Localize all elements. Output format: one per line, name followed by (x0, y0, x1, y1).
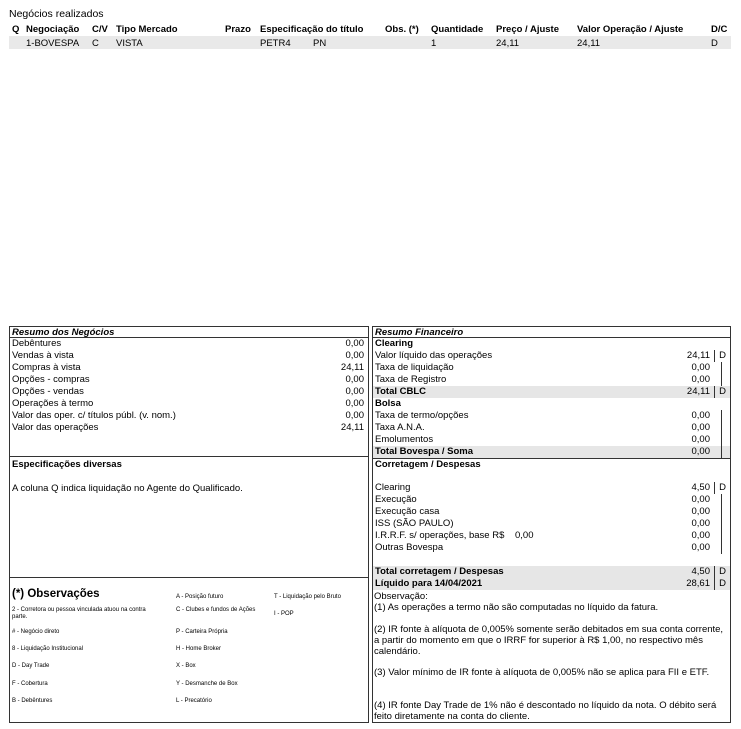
col-header-negociacao: Negociação (26, 24, 80, 35)
resumo-negocios-label: Opções - vendas (12, 386, 84, 397)
clearing-list (373, 350, 730, 386)
corretagem-label: Clearing (375, 482, 411, 493)
legend-item: C - Clubes e fundos de Ações (176, 607, 256, 613)
liquido-value: 28,61 (686, 578, 710, 589)
total-cblc-label: Total CBLC (375, 386, 427, 397)
resumo-negocios-row (10, 398, 368, 410)
total-bovespa-row (373, 446, 730, 458)
legend-item: L - Precatório (176, 698, 212, 704)
clearing-row (373, 350, 730, 362)
corretagem-value: 0,00 (691, 506, 710, 517)
resumo-negocios-row (10, 410, 368, 422)
corretagem-label: I.R.R.F. s/ operações, base R$ (375, 530, 505, 541)
observacao-4: (4) IR fonte Day Trade de 1% não é descontado no líquido da nota. O débito será feito diretamente na conta do cliente. (374, 700, 717, 722)
liquido-label: Líquido para 14/04/2021 (375, 578, 483, 589)
legend-item: 8 - Liquidação Institucional (12, 646, 84, 652)
legend-item: T - Liquidação pelo Bruto (274, 594, 341, 600)
especificacoes-panel (9, 456, 369, 578)
resumo-negocios-value: 0,00 (345, 350, 364, 361)
clearing-value: 24,11 (686, 350, 710, 361)
col-header-quantidade: Quantidade (431, 24, 484, 35)
bolsa-dc (721, 434, 726, 446)
resumo-negocios-value: 0,00 (345, 338, 364, 349)
clearing-label: Taxa de liquidação (375, 362, 454, 373)
legend-item: F - Cobertura (12, 681, 48, 687)
legend-item: 2 - Corretora ou pessoa vinculada atuou na contra parte. (12, 607, 146, 620)
total-cblc-row (373, 386, 730, 398)
resumo-financeiro-panel (372, 326, 731, 723)
resumo-negocios-list (10, 338, 368, 434)
col-header-obs: Obs. (*) (385, 24, 419, 35)
corretagem-label: Execução (375, 494, 417, 505)
row-valor: 24,11 (577, 38, 601, 49)
legend-item: A - Posição futuro (176, 594, 224, 600)
corretagem-row (373, 542, 730, 554)
resumo-negocios-panel (9, 326, 369, 457)
bolsa-dc (721, 422, 726, 434)
resumo-negocios-value: 24,11 (340, 362, 364, 373)
col-header-cv: C/V (92, 24, 108, 35)
bolsa-row (373, 434, 730, 446)
corretagem-dc: D (714, 482, 726, 494)
resumo-negocios-label: Operações à termo (12, 398, 94, 409)
resumo-negocios-row (10, 338, 368, 350)
total-corretagem-dc: D (714, 566, 726, 578)
corretagem-dc (721, 542, 726, 554)
resumo-negocios-value: 24,11 (340, 422, 364, 433)
resumo-negocios-row (10, 386, 368, 398)
col-header-tipo-mercado: Tipo Mercado (116, 24, 178, 35)
clearing-value: 0,00 (691, 362, 710, 373)
corretagem-row (373, 518, 730, 530)
bolsa-value: 0,00 (691, 434, 710, 445)
bolsa-value: 0,00 (691, 410, 710, 421)
resumo-negocios-row (10, 374, 368, 386)
row-titulo: PETR4 (260, 38, 291, 49)
row-classe: PN (313, 38, 327, 49)
observacoes-legend-title: (*) Observações (12, 588, 100, 600)
row-dc: D (711, 38, 718, 49)
total-cblc-dc: D (714, 386, 726, 398)
total-bovespa-dc (721, 446, 726, 458)
row-tipo-mercado: VISTA (116, 38, 143, 49)
clearing-value: 0,00 (691, 374, 710, 385)
clearing-dc: D (714, 350, 726, 362)
bolsa-title: Bolsa (375, 398, 401, 409)
bolsa-label: Taxa de termo/opções (375, 410, 469, 421)
row-cv: C (92, 38, 99, 49)
total-corretagem-row (373, 566, 730, 578)
resumo-negocios-label: Opções - compras (12, 374, 90, 385)
clearing-label: Taxa de Registro (375, 374, 447, 385)
bolsa-value: 0,00 (691, 422, 710, 433)
legend-item: I - POP (274, 611, 294, 617)
observacao-label: Observação: (374, 591, 428, 602)
corretagem-dc (721, 506, 726, 518)
corretagem-base: 0,00 (515, 530, 534, 541)
resumo-negocios-row (10, 350, 368, 362)
col-header-valor: Valor Operação / Ajuste (577, 24, 684, 35)
observacao-3: (3) Valor mínimo de IR fonte à alíquota de 0,005% não se aplica para FII e ETF. (374, 667, 710, 678)
corretagem-dc (721, 530, 726, 542)
resumo-negocios-row (10, 362, 368, 374)
corretagem-value: 0,00 (691, 542, 710, 553)
col-header-dc: D/C (711, 24, 728, 35)
corretagem-value: 0,00 (691, 530, 710, 541)
corretagem-title: Corretagem / Despesas (375, 459, 481, 470)
bolsa-list (373, 410, 730, 446)
clearing-dc (721, 374, 726, 386)
resumo-negocios-label: Valor das oper. c/ títulos públ. (v. nom.) (12, 410, 176, 421)
bolsa-row (373, 422, 730, 434)
clearing-row (373, 374, 730, 386)
liquido-row (373, 578, 730, 590)
resumo-negocios-value: 0,00 (345, 398, 364, 409)
col-header-prazo: Prazo (225, 24, 251, 35)
legend-item: X - Box (176, 663, 196, 669)
clearing-row (373, 362, 730, 374)
total-cblc-value: 24,11 (686, 386, 710, 397)
legend-item: Y - Desmanche de Box (176, 681, 238, 687)
resumo-negocios-label: Debêntures (12, 338, 62, 349)
liquido-dc: D (714, 578, 726, 590)
legend-item: # - Negócio direto (12, 629, 60, 635)
legend-item: P - Carteira Própria (176, 629, 228, 635)
resumo-negocios-title: Resumo dos Negócios (10, 327, 368, 338)
corretagem-label: ISS (SÃO PAULO) (375, 518, 454, 529)
clearing-label: Valor líquido das operações (375, 350, 493, 361)
section-title: Negócios realizados (9, 8, 104, 20)
clearing-title: Clearing (375, 338, 414, 349)
legend-item: B - Debêntures (12, 698, 53, 704)
col-header-preco: Preço / Ajuste (496, 24, 560, 35)
resumo-negocios-label: Valor das operações (12, 422, 99, 433)
corretagem-value: 0,00 (691, 494, 710, 505)
observacao-2: (2) IR fonte à alíquota de 0,005% somente serão debitados em sua conta corrente, a partir do momento em que o IRRF for superior à R$ 1,00, no respectivo mês calendário. (374, 624, 724, 657)
resumo-negocios-row (10, 422, 368, 434)
corretagem-value: 0,00 (691, 518, 710, 529)
corretagem-value: 4,50 (691, 482, 710, 493)
resumo-negocios-value: 0,00 (345, 410, 364, 421)
observacao-1: (1) As operações a termo não são computadas no líquido da fatura. (374, 602, 659, 613)
resumo-negocios-label: Compras à vista (12, 362, 81, 373)
corretagem-list (373, 482, 730, 554)
row-preco: 24,11 (496, 38, 520, 49)
resumo-negocios-label: Vendas à vista (12, 350, 74, 361)
col-header-q: Q (12, 24, 20, 35)
total-bovespa-label: Total Bovespa / Soma (375, 446, 474, 457)
bolsa-label: Taxa A.N.A. (375, 422, 425, 433)
total-corretagem-value: 4,50 (691, 566, 710, 577)
col-header-especificacao: Especificação do título (260, 24, 364, 35)
especificacoes-title: Especificações diversas (12, 459, 122, 470)
corretagem-dc (721, 518, 726, 530)
corretagem-row (373, 494, 730, 506)
corretagem-dc (721, 494, 726, 506)
total-corretagem-label: Total corretagem / Despesas (375, 566, 504, 577)
row-negociacao: 1-BOVESPA (26, 38, 80, 49)
corretagem-label: Execução casa (375, 506, 440, 517)
corretagem-row (373, 506, 730, 518)
corretagem-row (373, 482, 730, 494)
legend-item: D - Day Trade (12, 663, 50, 669)
especificacoes-text: A coluna Q indica liquidação no Agente do Qualificado. (12, 483, 243, 494)
corretagem-row (373, 530, 730, 542)
clearing-dc (721, 362, 726, 374)
resumo-financeiro-title: Resumo Financeiro (373, 327, 730, 338)
bolsa-label: Emolumentos (375, 434, 434, 445)
corretagem-label: Outras Bovespa (375, 542, 444, 553)
legend-item: H - Home Broker (176, 646, 222, 652)
resumo-negocios-value: 0,00 (345, 374, 364, 385)
bolsa-dc (721, 410, 726, 422)
row-quantidade: 1 (431, 38, 437, 49)
total-bovespa-value: 0,00 (691, 446, 710, 457)
resumo-negocios-value: 0,00 (345, 386, 364, 397)
bolsa-row (373, 410, 730, 422)
